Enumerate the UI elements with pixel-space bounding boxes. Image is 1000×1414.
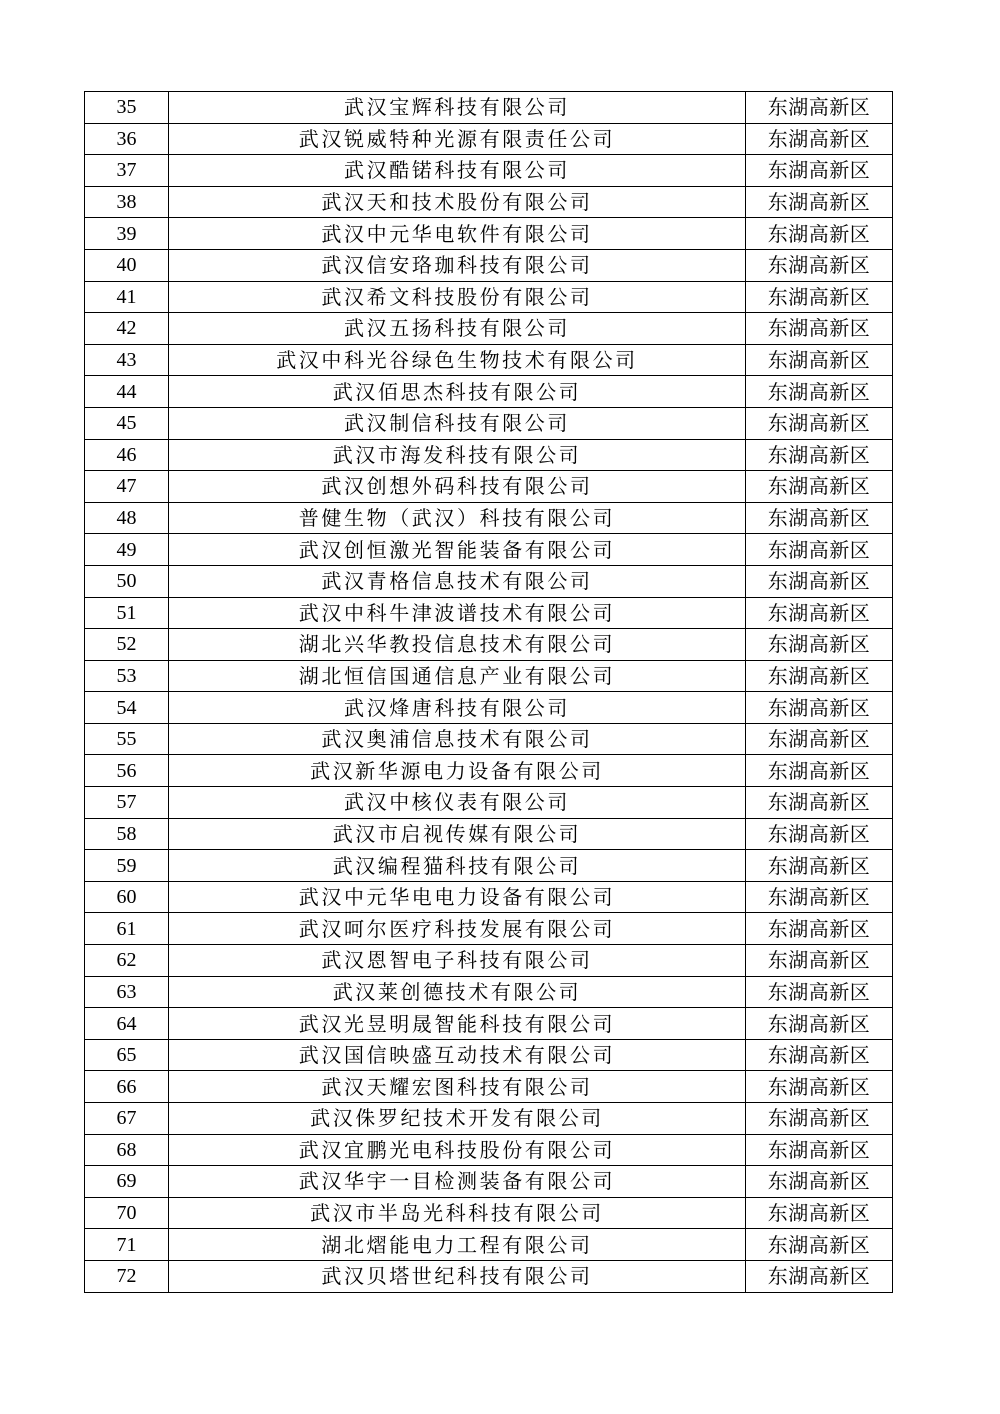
company-name-cell: 武汉贝塔世纪科技有限公司 (169, 1260, 746, 1292)
company-name-cell: 武汉创恒激光智能装备有限公司 (169, 534, 746, 566)
district-cell: 东湖高新区 (746, 976, 893, 1008)
company-name-cell: 武汉中元华电电力设备有限公司 (169, 881, 746, 913)
row-number-cell: 59 (85, 850, 169, 882)
row-number-cell: 45 (85, 407, 169, 439)
row-number-cell: 53 (85, 660, 169, 692)
row-number-cell: 56 (85, 755, 169, 787)
district-cell: 东湖高新区 (746, 629, 893, 661)
district-cell: 东湖高新区 (746, 1134, 893, 1166)
company-name-cell: 湖北兴华教投信息技术有限公司 (169, 629, 746, 661)
district-cell: 东湖高新区 (746, 692, 893, 724)
row-number-cell: 38 (85, 186, 169, 218)
company-name-cell: 武汉酷锘科技有限公司 (169, 155, 746, 187)
table-row (85, 123, 893, 155)
row-number-cell: 42 (85, 313, 169, 345)
company-name-cell: 武汉奥浦信息技术有限公司 (169, 723, 746, 755)
company-name-cell: 武汉恩智电子科技有限公司 (169, 945, 746, 977)
row-number-cell: 35 (85, 92, 169, 124)
district-cell: 东湖高新区 (746, 850, 893, 882)
table-row (85, 281, 893, 313)
table-row (85, 344, 893, 376)
district-cell: 东湖高新区 (746, 376, 893, 408)
table-row (85, 1103, 893, 1135)
row-number-cell: 36 (85, 123, 169, 155)
row-number-cell: 40 (85, 249, 169, 281)
company-name-cell: 武汉市半岛光科科技有限公司 (169, 1197, 746, 1229)
row-number-cell: 51 (85, 597, 169, 629)
row-number-cell: 57 (85, 787, 169, 819)
district-cell: 东湖高新区 (746, 597, 893, 629)
row-number-cell: 67 (85, 1103, 169, 1135)
district-cell: 东湖高新区 (746, 313, 893, 345)
table-row (85, 313, 893, 345)
row-number-cell: 46 (85, 439, 169, 471)
company-list-table (84, 91, 893, 1293)
row-number-cell: 55 (85, 723, 169, 755)
company-name-cell: 武汉天和技术股份有限公司 (169, 186, 746, 218)
row-number-cell: 48 (85, 502, 169, 534)
district-cell: 东湖高新区 (746, 1071, 893, 1103)
table-row (85, 1008, 893, 1040)
district-cell: 东湖高新区 (746, 565, 893, 597)
district-cell: 东湖高新区 (746, 660, 893, 692)
company-list-body (85, 92, 893, 1293)
district-cell: 东湖高新区 (746, 186, 893, 218)
row-number-cell: 54 (85, 692, 169, 724)
district-cell: 东湖高新区 (746, 344, 893, 376)
table-row (85, 502, 893, 534)
company-name-cell: 武汉中元华电软件有限公司 (169, 218, 746, 250)
table-row (85, 945, 893, 977)
district-cell: 东湖高新区 (746, 1260, 893, 1292)
row-number-cell: 50 (85, 565, 169, 597)
company-name-cell: 武汉中核仪表有限公司 (169, 787, 746, 819)
row-number-cell: 47 (85, 471, 169, 503)
district-cell: 东湖高新区 (746, 1166, 893, 1198)
district-cell: 东湖高新区 (746, 471, 893, 503)
company-name-cell: 武汉五扬科技有限公司 (169, 313, 746, 345)
table-row (85, 565, 893, 597)
district-cell: 东湖高新区 (746, 249, 893, 281)
table-row (85, 439, 893, 471)
district-cell: 东湖高新区 (746, 1197, 893, 1229)
company-name-cell: 武汉市海发科技有限公司 (169, 439, 746, 471)
company-name-cell: 武汉光昱明晟智能科技有限公司 (169, 1008, 746, 1040)
table-row (85, 818, 893, 850)
district-cell: 东湖高新区 (746, 155, 893, 187)
district-cell: 东湖高新区 (746, 534, 893, 566)
district-cell: 东湖高新区 (746, 945, 893, 977)
district-cell: 东湖高新区 (746, 913, 893, 945)
row-number-cell: 63 (85, 976, 169, 1008)
table-row (85, 376, 893, 408)
company-name-cell: 武汉天耀宏图科技有限公司 (169, 1071, 746, 1103)
table-row (85, 1229, 893, 1261)
row-number-cell: 69 (85, 1166, 169, 1198)
table-row (85, 629, 893, 661)
district-cell: 东湖高新区 (746, 1229, 893, 1261)
district-cell: 东湖高新区 (746, 818, 893, 850)
row-number-cell: 44 (85, 376, 169, 408)
table-row (85, 976, 893, 1008)
table-row (85, 850, 893, 882)
table-row (85, 471, 893, 503)
table-row (85, 1134, 893, 1166)
company-name-cell: 武汉呵尔医疗科技发展有限公司 (169, 913, 746, 945)
company-name-cell: 武汉新华源电力设备有限公司 (169, 755, 746, 787)
table-row (85, 723, 893, 755)
row-number-cell: 70 (85, 1197, 169, 1229)
district-cell: 东湖高新区 (746, 881, 893, 913)
district-cell: 东湖高新区 (746, 281, 893, 313)
company-name-cell: 武汉华宇一目检测装备有限公司 (169, 1166, 746, 1198)
company-name-cell: 武汉宝辉科技有限公司 (169, 92, 746, 124)
table-row (85, 155, 893, 187)
table-row (85, 534, 893, 566)
row-number-cell: 64 (85, 1008, 169, 1040)
district-cell: 东湖高新区 (746, 1103, 893, 1135)
district-cell: 东湖高新区 (746, 723, 893, 755)
table-row (85, 787, 893, 819)
company-name-cell: 武汉锐威特种光源有限责任公司 (169, 123, 746, 155)
company-name-cell: 武汉国信映盛互动技术有限公司 (169, 1039, 746, 1071)
company-name-cell: 湖北恒信国通信息产业有限公司 (169, 660, 746, 692)
table-row (85, 1071, 893, 1103)
district-cell: 东湖高新区 (746, 1039, 893, 1071)
table-row (85, 1260, 893, 1292)
table-row (85, 1166, 893, 1198)
district-cell: 东湖高新区 (746, 92, 893, 124)
row-number-cell: 60 (85, 881, 169, 913)
table-row (85, 92, 893, 124)
table-row (85, 660, 893, 692)
district-cell: 东湖高新区 (746, 439, 893, 471)
table-row (85, 1197, 893, 1229)
district-cell: 东湖高新区 (746, 787, 893, 819)
company-name-cell: 武汉创想外码科技有限公司 (169, 471, 746, 503)
row-number-cell: 62 (85, 945, 169, 977)
table-row (85, 755, 893, 787)
company-name-cell: 武汉中科牛津波谱技术有限公司 (169, 597, 746, 629)
row-number-cell: 49 (85, 534, 169, 566)
row-number-cell: 37 (85, 155, 169, 187)
table-row (85, 597, 893, 629)
company-name-cell: 武汉希文科技股份有限公司 (169, 281, 746, 313)
district-cell: 东湖高新区 (746, 502, 893, 534)
company-name-cell: 武汉市启视传媒有限公司 (169, 818, 746, 850)
company-name-cell: 武汉中科光谷绿色生物技术有限公司 (169, 344, 746, 376)
row-number-cell: 39 (85, 218, 169, 250)
table-row (85, 881, 893, 913)
company-name-cell: 武汉莱创德技术有限公司 (169, 976, 746, 1008)
table-row (85, 913, 893, 945)
row-number-cell: 65 (85, 1039, 169, 1071)
row-number-cell: 72 (85, 1260, 169, 1292)
district-cell: 东湖高新区 (746, 755, 893, 787)
company-name-cell: 武汉制信科技有限公司 (169, 407, 746, 439)
company-name-cell: 湖北熠能电力工程有限公司 (169, 1229, 746, 1261)
row-number-cell: 52 (85, 629, 169, 661)
row-number-cell: 68 (85, 1134, 169, 1166)
company-name-cell: 武汉宜鹏光电科技股份有限公司 (169, 1134, 746, 1166)
row-number-cell: 61 (85, 913, 169, 945)
district-cell: 东湖高新区 (746, 1008, 893, 1040)
row-number-cell: 43 (85, 344, 169, 376)
row-number-cell: 71 (85, 1229, 169, 1261)
district-cell: 东湖高新区 (746, 407, 893, 439)
table-row (85, 1039, 893, 1071)
table-row (85, 218, 893, 250)
company-name-cell: 武汉青格信息技术有限公司 (169, 565, 746, 597)
district-cell: 东湖高新区 (746, 123, 893, 155)
company-name-cell: 普健生物（武汉）科技有限公司 (169, 502, 746, 534)
table-row (85, 186, 893, 218)
district-cell: 东湖高新区 (746, 218, 893, 250)
company-name-cell: 武汉信安珞珈科技有限公司 (169, 249, 746, 281)
company-name-cell: 武汉佰思杰科技有限公司 (169, 376, 746, 408)
company-name-cell: 武汉编程猫科技有限公司 (169, 850, 746, 882)
company-name-cell: 武汉烽唐科技有限公司 (169, 692, 746, 724)
company-name-cell: 武汉侏罗纪技术开发有限公司 (169, 1103, 746, 1135)
table-row (85, 249, 893, 281)
row-number-cell: 66 (85, 1071, 169, 1103)
table-row (85, 407, 893, 439)
row-number-cell: 41 (85, 281, 169, 313)
row-number-cell: 58 (85, 818, 169, 850)
table-row (85, 692, 893, 724)
